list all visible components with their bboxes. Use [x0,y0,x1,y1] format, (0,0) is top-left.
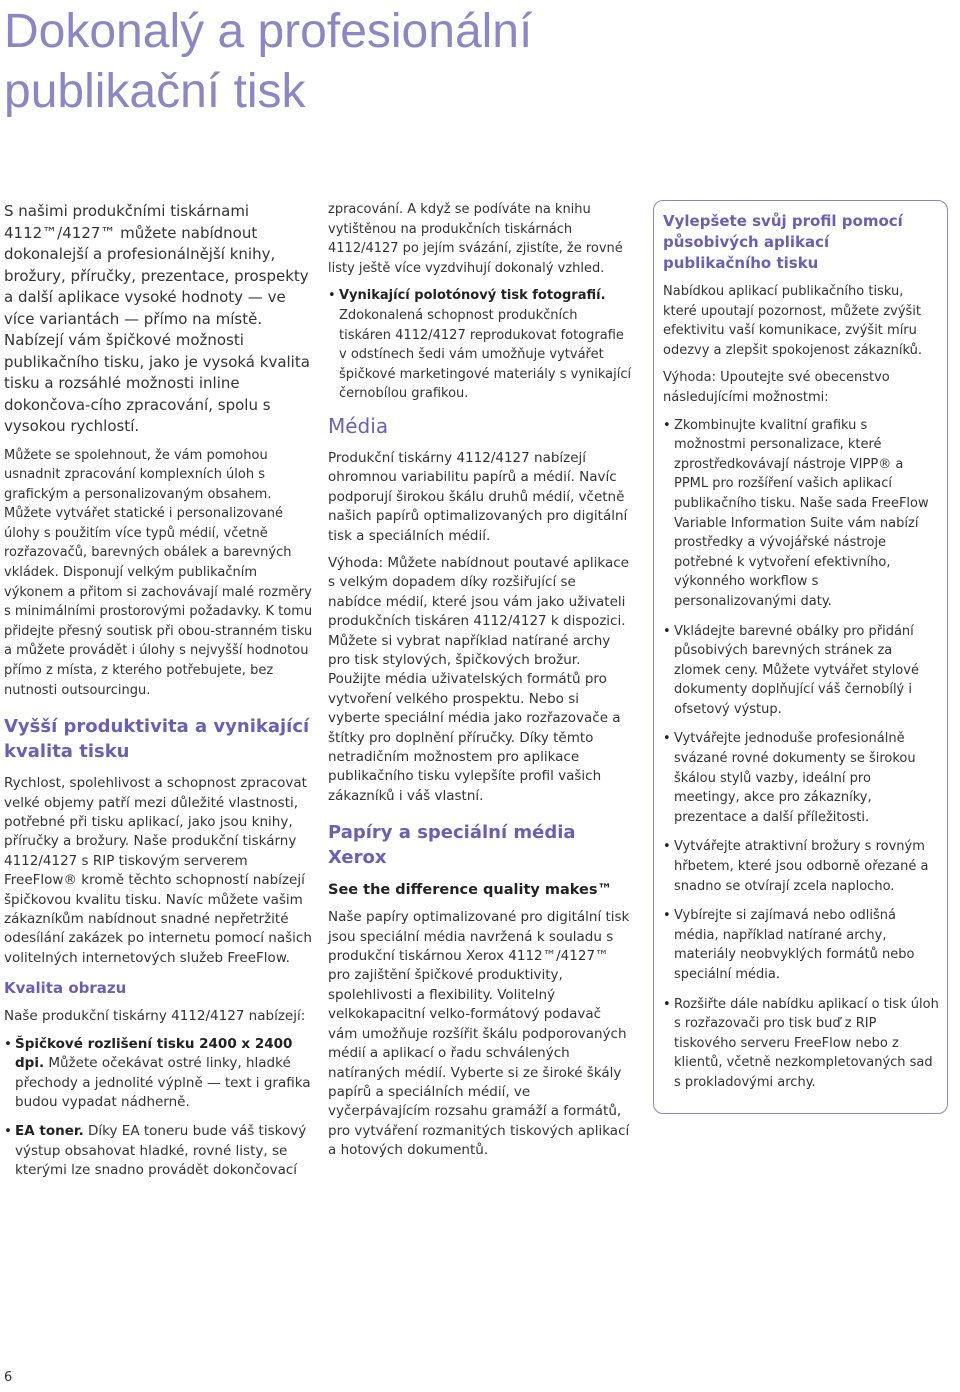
list-item-bold: Špičkové rozlišení tisku 2400 x 2400 dpi. [15,1035,293,1072]
paragraph: zpracování. A když se podíváte na knihu vytištěnou na produkčních tiskárnách 4112/4127 po jejím svázání, zjistíte, že rovné listy ještě více vyzdvihují dokonalý vzhled. [328,202,623,276]
column-left [4,200,314,1191]
paragraph: Naše produkční tiskárny 4112/4127 nabízejí: [4,1008,306,1025]
tagline: See the difference quality makes™ [328,882,612,899]
feature-list [4,1035,314,1181]
paragraph: Můžete se spolehnout, že vám pomohou usnadnit zpracování komplexních úloh s grafickým a personalizovaným obsahem. Můžete vytvářet statické i personalizované úlohy s použitím více typů médií, včetně rozřazovačů, barevných obálek a barevných vkládek. Disponují velkým publikačním výkonem a přitom si zachovávají malé rozměry s minimálními prostorovými požadavky. K tomu přidejte přesný soutisk při obou-stranném tisku a můžete provádět i úlohy s nejvyšší hodnotou přímo z místa, z kterého potřebujete, bez nutnosti outsourcingu. [4,447,313,698]
list-item: • Vytvářejte jednoduše profesionálně svázané rovné dokumenty se širokou škálou stylů vazby, ideální pro meetingy, akce pro zákazníky, prezentace a další příležitosti. [663,729,939,827]
list-item: • Vybírejte si zajímavá nebo odlišná média, například natírané archy, materiály neobvyklých formátů nebo speciální média. [663,906,939,984]
list-item: • Vkládejte barevné obálky pro přidání působivých barevných stránek za zlomek ceny. Můžete vytvářet stylové dokumenty doplňující váš černobílý i ofsetový výstup. [663,622,939,720]
list-item-bold: EA toner. [15,1123,84,1140]
feature-list [663,416,939,1093]
title-line-1: Dokonalý a profesionální [4,5,533,58]
list-item-text: Díky EA toneru bude váš tiskový výstup obsahovat hladké, rovné listy, se kterými lze snadno provádět dokončovací [15,1123,307,1179]
list-item-bold: Vynikající polotónový tisk fotografií. [339,288,606,304]
list-item-text: Zdokonalená schopnost produkčních tiskáren 4112/4127 reprodukovat fotografie v odstínech šedi vám umožňuje vytvářet špičkové marketingové materiály s vynikající černobílou grafikou. [339,307,632,402]
list-item [4,1122,314,1180]
paragraph: Výhoda: Upoutejte své obecenstvo následujícími možnostmi: [663,370,890,405]
column-right [653,200,948,1114]
section-heading-media: Média [328,413,389,438]
section-heading-papers: Papíry a speciální média Xerox [328,822,576,869]
paragraph: Naše papíry optimalizované pro digitální tisk jsou speciální média navržená k souladu s produkční tiskárnou Xerox 4112™/4127™ pro zajištění špičkové produktivity, spolehlivosti a flexibility. Volitelný velkokapacitní velko-formátový podavač vám umožňuje rozšířit škálu podporovaných médií a aplikací o řadu schválených natíraných médií. Vyberte si ze široké škály papírů a speciálních médií, ve vyčerpávajícím rozsahu gramáží a formátů, pro vytváření rozmanitých tiskových aplikací a hotových dokumentů. [328,909,630,1159]
intro-paragraph: S našimi produkčními tiskárnami 4112™/4127™ můžete nabídnout dokonalejší a profesionálnější knihy, brožury, příručky, prezentace, prospekty a další aplikace vysoké hodnoty — ve více variantách — přímo na místě. Nabízejí vám špičkové možnosti publikačního tisku, jako je vysoká kvalita tisku a rozsáhlé možnosti inline dokončova-cího zpracování, spolu s vysokou rychlostí. [4,202,310,435]
list-item [4,1035,314,1113]
list-item-text: Můžete očekávat ostré linky, hladké přechody a jednolité výplně — text i grafika budou vypadat nádherně. [15,1055,311,1110]
paragraph: Nabídkou aplikací publikačního tisku, které upoutají pozornost, můžete zvýšit efektivitu vaší komunikace, zvýšit míru odezvy a zlepšit spokojenost zákazníků. [663,284,922,358]
feature-list [328,286,633,404]
title-line-2: publikační tisk [4,65,306,118]
sidebar-heading: Vylepšete svůj profil pomocí působivých aplikací publikačního tisku [663,212,903,272]
list-item: • Zkombinujte kvalitní grafiku s možnostmi personalizace, které zprostředkovávají nástroje VIPP® a PPML pro rozšíření vašich aplikací publikačního tisku. Naše sada FreeFlow Variable Information Suite vám nabízí prostředky a vývojářské nástroje potřebné k vytvoření efektivního, výkonného workflow s personalizovanými daty. [663,416,939,612]
paragraph: Výhoda: Můžete nabídnout poutavé aplikace s velkým dopadem díky rozšiřující se nabídce médií, které jsou vám jako uživateli produkčních tiskáren 4112/4127 k dispozici. Můžete si vybrat například natírané archy pro tisk stylových, špičkových brožur. Použijte média uživatelských formátů pro vytvoření velkého prospektu. Nebo si vyberte speciální média jako rozřazovače a štítky pro doplnění příručky. Díky těmto netradičním možnostem pro aplikace publikačního tisku vylepšíte profil vašich zákazníků i váš vlastní. [328,554,629,804]
list-item [328,286,633,404]
paragraph: Produkční tiskárny 4112/4127 nabízejí ohromnou variabilitu papírů a médií. Navíc podporují širokou škálu druhů médií, včetně našich papírů optimalizovaných pro digitální tisk a speciálních médií. [328,449,628,544]
section-heading: Vyšší produktivita a vynikající kvalita tisku [4,716,310,763]
page-number: 6 [4,1370,13,1385]
page-title [4,2,704,122]
column-middle [328,200,633,1169]
list-item: • Vytvářejte atraktivní brožury s rovným hřbetem, které jsou odborně ořezané a snadno se otvírají zcela naplocho. [663,837,939,896]
sidebar-box [653,200,948,1114]
list-item: • Rozšiřte dále nabídku aplikací o tisk úloh s rozřazovači pro tisk buď z RIP tiskového serveru FreeFlow nebo z klientů, včetně nezkompletovaných sad s prokladovými archy. [663,995,939,1093]
subsection-heading: Kvalita obrazu [4,979,127,998]
paragraph: Rychlost, spolehlivost a schopnost zpracovat velké objemy patří mezi důležité vlastnosti, potřebné při tisku aplikací, jako jsou knihy, příručky a brožury. Naše produkční tiskárny 4112/4127 s RIP tiskovým serverem FreeFlow® kromě těchto schopností nabízejí špičkovou kvalitu tisku. Navíc můžete vašim zákazníkům nabídnout snadné nepřetržité odesílání zakázek po internetu pomocí našich volitelných internetových služeb FreeFlow. [4,775,312,966]
